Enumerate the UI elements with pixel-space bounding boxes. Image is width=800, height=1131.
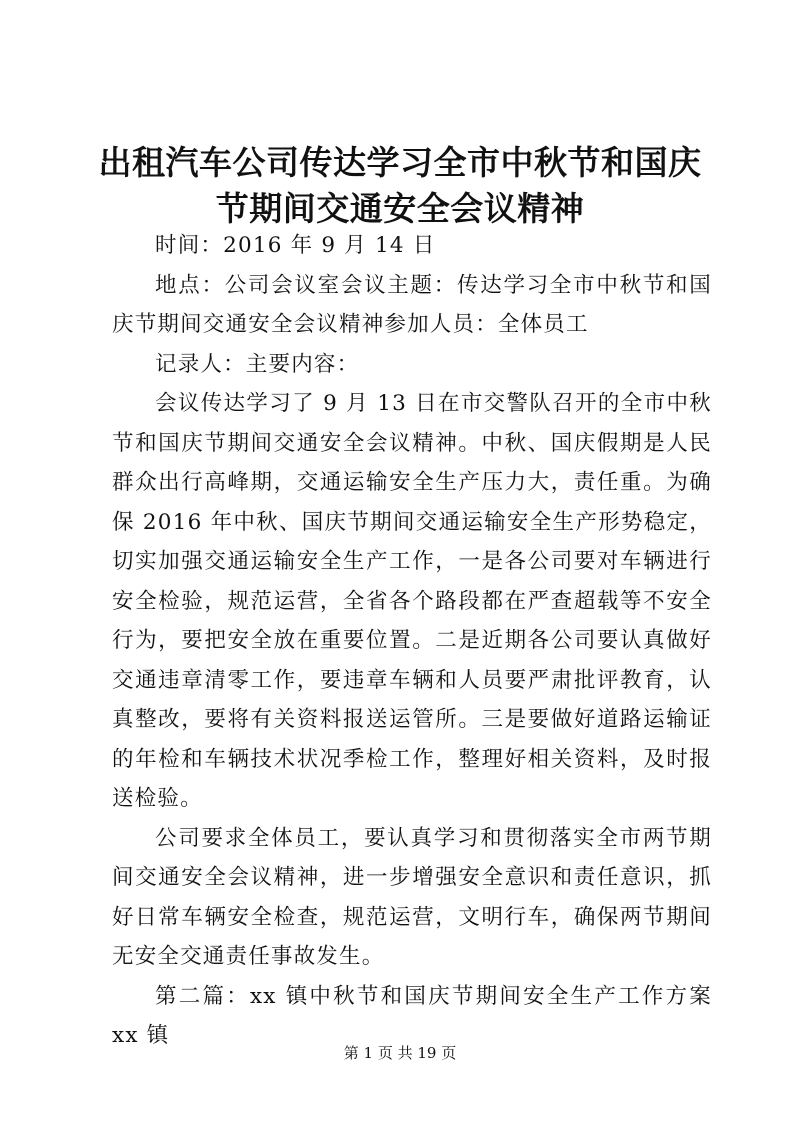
document-title: 出租汽车公司传达学习全市中秋节和国庆节期间交通安全会议精神 [98,143,702,228]
document-body [112,226,712,1056]
paragraph-time: 时间：2016 年 9 月 14 日 [155,233,436,258]
paragraph-location: 地点：公司会议室会议主题：传达学习全市中秋节和国庆节期间交通安全会议精神参加人员：全体员工 [112,272,712,337]
paragraph-second-article: 第二篇：xx 镇中秋节和国庆节期间安全生产工作方案 xx 镇 [112,983,712,1048]
paragraph-requirement: 公司要求全体员工，要认真学习和贯彻落实全市两节期间交通安全会议精神，进一步增强安全意识和责任意识，抓好日常车辆安全检查，规范运营，文明行车，确保两节期间无安全交通责任事故发生。 [112,825,712,969]
paragraph-content: 会议传达学习了 9 月 13 日在市交警队召开的全市中秋节和国庆节期间交通安全会议精神。中秋、国庆假期是人民群众出行高峰期，交通运输安全生产压力大，责任重。为确保 2016 年中秋、国庆节期间交通运输安全生产形势稳定，切实加强交通运输安全生产工作，一是各公司要对车辆进行安全检验，规范运营，全省各个路段都在严查超载等不安全行为，要把安全放在重要位置。二是近期各公司要认真做好交通违章清零工作，要违章车辆和人员要严肃批评教育，认真整改，要将有关资料报送运管所。三是要做好道路运输证的年检和车辆技术状况季检工作，整理好相关资料，及时报送检验。 [112,391,712,811]
paragraph-recorder: 记录人：主要内容： [155,351,360,377]
page-number: 第 1 页 共 19 页 [343,1044,457,1062]
